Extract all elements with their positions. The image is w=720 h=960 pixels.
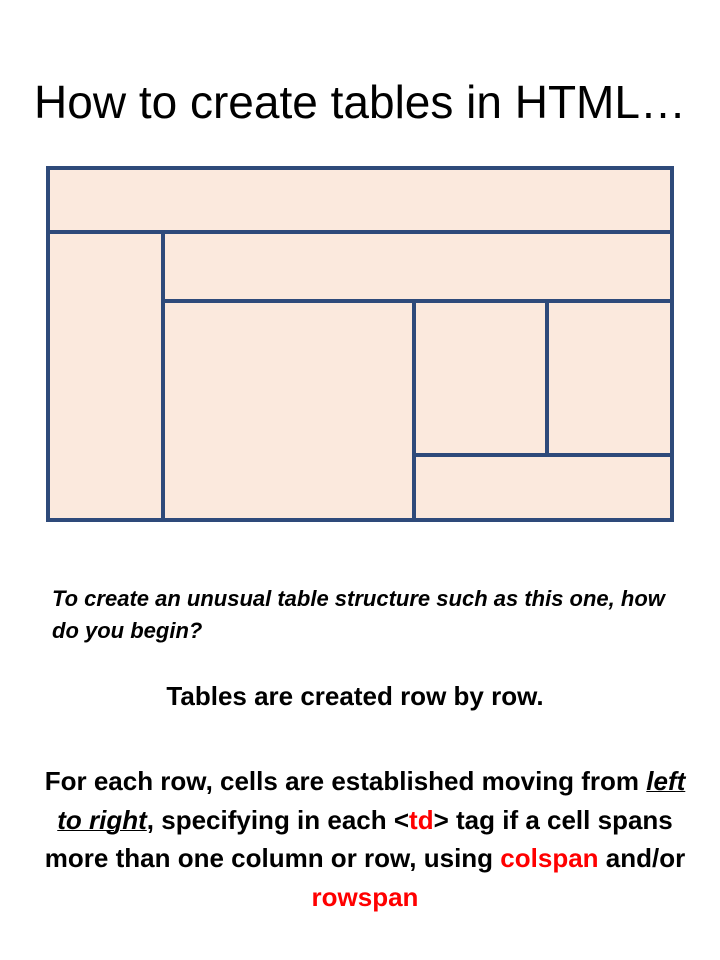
left-to-right-emphasis: left to right bbox=[57, 766, 686, 835]
td-tag-text: td bbox=[409, 804, 434, 835]
explanation-part-4: and/or bbox=[598, 843, 686, 873]
table-layout-diagram bbox=[46, 166, 674, 522]
explanation-part-1: For each row, cells are established moving from bbox=[44, 766, 647, 796]
rowspan-keyword: rowspan bbox=[311, 881, 419, 912]
explanation-paragraph bbox=[30, 762, 700, 916]
colspan-keyword: colspan bbox=[500, 843, 599, 873]
row-by-row-text: Tables are created row by row. bbox=[166, 681, 544, 711]
explanation-part-2: , specifying in each < bbox=[146, 804, 410, 835]
slide-title: How to create tables in HTML… bbox=[34, 76, 686, 128]
diagram-outer-frame bbox=[48, 168, 672, 520]
question-text: To create an unusual table structure such as this one, how do you begin? bbox=[52, 586, 665, 643]
explanation-part-3: > tag if a cell spans more than one column or row, using bbox=[44, 804, 673, 873]
